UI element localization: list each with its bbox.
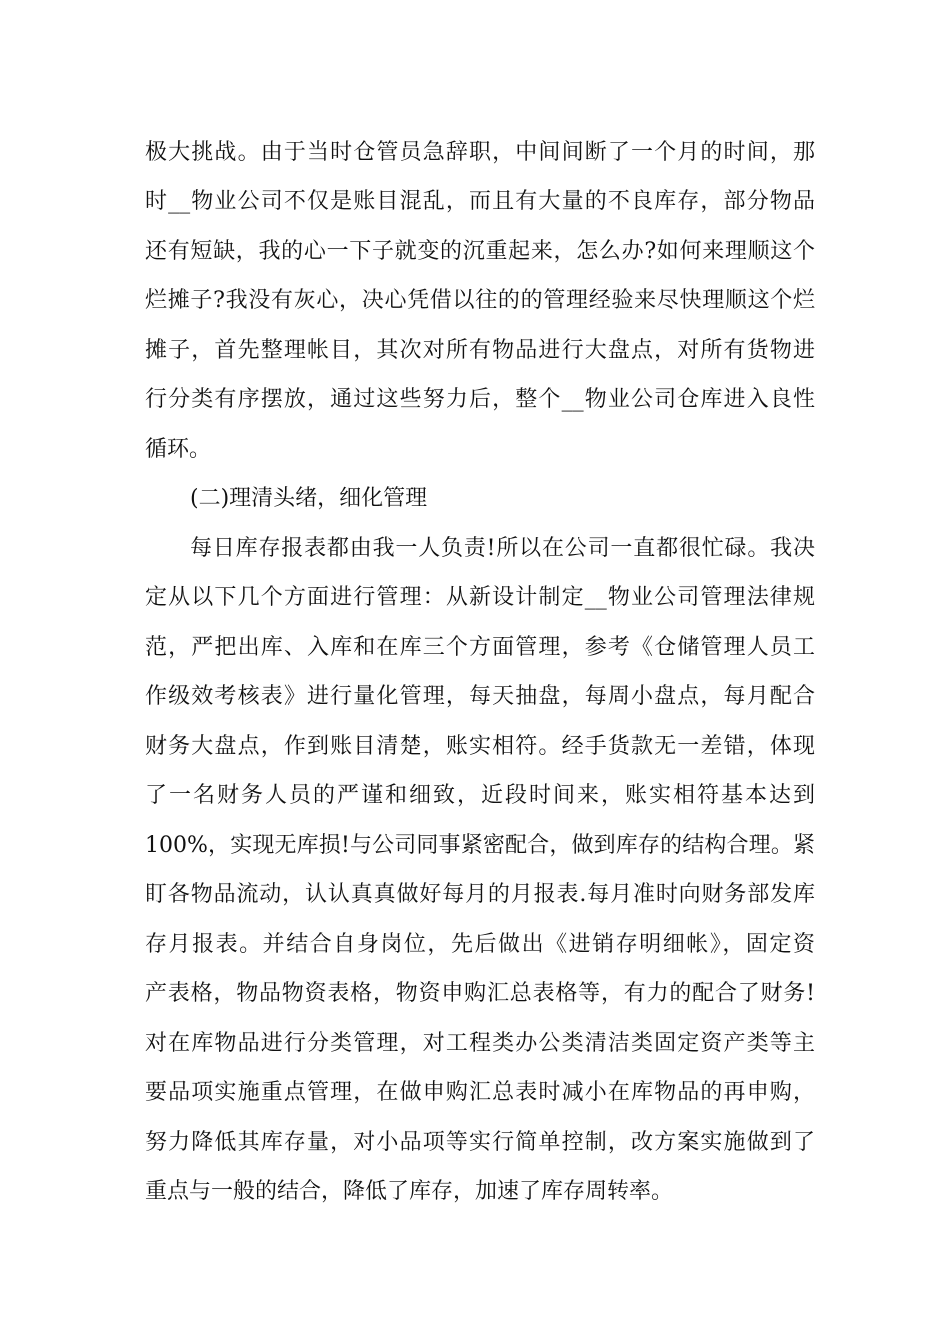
paragraph-line: 了一名财务人员的严谨和细致，近段时间来，账实相符基本达到	[145, 783, 815, 808]
paragraph-line: 100%，实现无库损!与公司同事紧密配合，做到库存的结构合理。紧	[145, 833, 815, 858]
paragraph-line: 极大挑战。由于当时仓管员急辞职，中间间断了一个月的时间，那	[145, 140, 815, 165]
paragraph-line: 循环。	[145, 437, 212, 462]
paragraph-line: 财务大盘点，作到账目清楚，账实相符。经手货款无一差错，体现	[145, 734, 815, 759]
section-heading: (二)理清头绪，细化管理	[190, 486, 428, 511]
paragraph-line: 烂摊子?我没有灰心，决心凭借以往的的管理经验来尽快理顺这个烂	[145, 288, 815, 313]
paragraph-line: 要品项实施重点管理，在做申购汇总表时减小在库物品的再申购，	[145, 1080, 815, 1105]
paragraph-line: 作级效考核表》进行量化管理，每天抽盘，每周小盘点，每月配合	[145, 684, 815, 709]
paragraph-line: 定从以下几个方面进行管理：从新设计制定__物业公司管理法律规	[145, 585, 815, 610]
paragraph-line: 行分类有序摆放，通过这些努力后，整个__物业公司仓库进入良性	[145, 387, 815, 412]
paragraph-line: 盯各物品流动，认认真真做好每月的月报表.每月准时向财务部发库	[145, 882, 815, 907]
paragraph-line: 存月报表。并结合自身岗位，先后做出《进销存明细帐》，固定资	[145, 932, 815, 957]
paragraph-line: 时__物业公司不仅是账目混乱，而且有大量的不良库存，部分物品	[145, 189, 815, 214]
paragraph-line: 还有短缺，我的心一下子就变的沉重起来，怎么办?如何来理顺这个	[145, 239, 815, 264]
paragraph-line: 产表格，物品物资表格，物资申购汇总表格等，有力的配合了财务!	[145, 981, 815, 1006]
paragraph-line: 努力降低其库存量，对小品项等实行简单控制，改方案实施做到了	[145, 1130, 815, 1155]
paragraph-line: 摊子，首先整理帐目，其次对所有物品进行大盘点，对所有货物进	[145, 338, 815, 363]
paragraph-line: 每日库存报表都由我一人负责!所以在公司一直都很忙碌。我决	[190, 536, 815, 561]
paragraph-line: 范，严把出库、入库和在库三个方面管理，参考《仓储管理人员工	[145, 635, 815, 660]
paragraph-line: 重点与一般的结合，降低了库存，加速了库存周转率。	[145, 1179, 674, 1204]
paragraph-line: 对在库物品进行分类管理，对工程类办公类清洁类固定资产类等主	[145, 1031, 815, 1056]
